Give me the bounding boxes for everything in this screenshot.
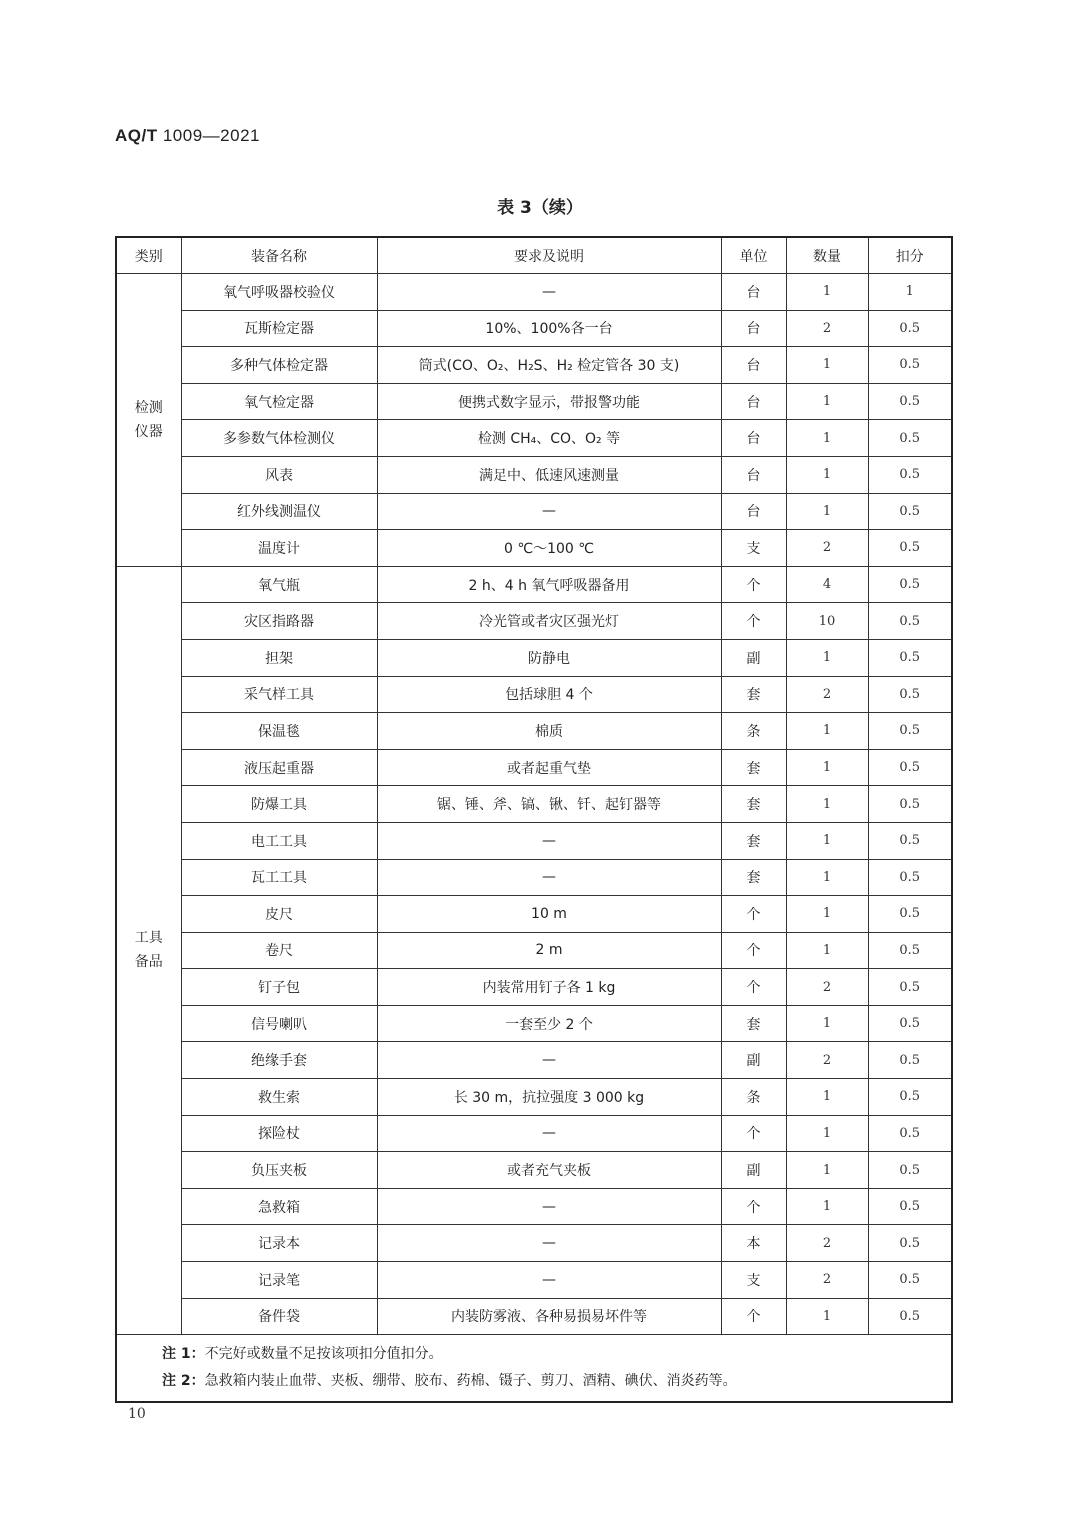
quantity-cell: 1 <box>786 713 868 750</box>
table-row <box>116 639 952 676</box>
deduction-cell: 0.5 <box>868 530 952 567</box>
quantity-cell: 1 <box>786 420 868 457</box>
quantity-cell: 2 <box>786 310 868 347</box>
unit-cell: 台 <box>721 383 786 420</box>
deduction-cell: 0.5 <box>868 749 952 786</box>
equipment-name-cell: 氧气呼吸器校验仪 <box>181 274 377 311</box>
equipment-name-cell: 红外线测温仪 <box>181 493 377 530</box>
quantity-cell: 1 <box>786 1115 868 1152</box>
category-cell <box>116 274 181 567</box>
deduction-cell: 0.5 <box>868 310 952 347</box>
requirement-cell: 长 30 m，抗拉强度 3 000 kg <box>377 1079 721 1116</box>
unit-cell: 支 <box>721 1262 786 1299</box>
category-label-line: 检测 <box>134 399 163 416</box>
equipment-name-cell: 电工工具 <box>181 822 377 859</box>
quantity-cell: 1 <box>786 383 868 420</box>
unit-cell: 个 <box>721 1298 786 1335</box>
table-notes <box>116 1335 952 1403</box>
table-row <box>116 274 952 311</box>
table-row <box>116 1005 952 1042</box>
unit-cell: 台 <box>721 310 786 347</box>
equipment-name-cell: 风表 <box>181 456 377 493</box>
table-row <box>116 676 952 713</box>
table-title: 表 3（续） <box>497 198 583 218</box>
equipment-name-cell: 救生索 <box>181 1079 377 1116</box>
unit-cell: 副 <box>721 1042 786 1079</box>
requirement-cell: 包括球胆 4 个 <box>377 676 721 713</box>
quantity-cell: 2 <box>786 676 868 713</box>
deduction-cell: 0.5 <box>868 713 952 750</box>
deduction-cell: 0.5 <box>868 1079 952 1116</box>
quantity-cell: 1 <box>786 822 868 859</box>
deduction-cell: 0.5 <box>868 676 952 713</box>
requirement-cell: — <box>377 1225 721 1262</box>
requirement-cell: 便携式数字显示，带报警功能 <box>377 383 721 420</box>
deduction-cell: 0.5 <box>868 822 952 859</box>
quantity-cell: 2 <box>786 1042 868 1079</box>
quantity-cell: 1 <box>786 896 868 933</box>
requirement-cell: 2 h、4 h 氧气呼吸器备用 <box>377 566 721 603</box>
deduction-cell: 0.5 <box>868 1042 952 1079</box>
quantity-cell: 1 <box>786 1152 868 1189</box>
unit-cell: 个 <box>721 566 786 603</box>
requirement-cell: 一套至少 2 个 <box>377 1005 721 1042</box>
equipment-name-cell: 担架 <box>181 639 377 676</box>
category-label-line: 仪器 <box>134 423 163 440</box>
table-row <box>116 493 952 530</box>
header-category: 类别 <box>116 237 181 274</box>
unit-cell: 个 <box>721 969 786 1006</box>
unit-cell: 个 <box>721 1188 786 1225</box>
deduction-cell: 0.5 <box>868 420 952 457</box>
header-deduction: 扣分 <box>868 237 952 274</box>
equipment-name-cell: 采气样工具 <box>181 676 377 713</box>
table-row <box>116 1152 952 1189</box>
table-row <box>116 383 952 420</box>
header-unit: 单位 <box>721 237 786 274</box>
table-row <box>116 932 952 969</box>
deduction-cell: 0.5 <box>868 786 952 823</box>
equipment-name-cell: 信号喇叭 <box>181 1005 377 1042</box>
quantity-cell: 1 <box>786 456 868 493</box>
quantity-cell: 1 <box>786 859 868 896</box>
requirement-cell: 2 m <box>377 932 721 969</box>
requirement-cell: 0 ℃～100 ℃ <box>377 530 721 567</box>
header-equipment-name: 装备名称 <box>181 237 377 274</box>
table-row <box>116 713 952 750</box>
note-text: 急救箱内装止血带、夹板、绷带、胶布、药棉、镊子、剪刀、酒精、碘伏、消炎药等。 <box>204 1373 737 1390</box>
page-number: 10 <box>128 1406 146 1422</box>
quantity-cell: 1 <box>786 932 868 969</box>
header-quantity: 数量 <box>786 237 868 274</box>
table-row <box>116 456 952 493</box>
quantity-cell: 1 <box>786 1188 868 1225</box>
deduction-cell: 1 <box>868 274 952 311</box>
requirement-cell: — <box>377 1188 721 1225</box>
quantity-cell: 2 <box>786 530 868 567</box>
category-label-line: 备品 <box>134 954 163 971</box>
table-row <box>116 822 952 859</box>
table-row <box>116 1262 952 1299</box>
equipment-table <box>115 236 953 1403</box>
equipment-name-cell: 探险杖 <box>181 1115 377 1152</box>
requirement-cell: 防静电 <box>377 639 721 676</box>
unit-cell: 副 <box>721 1152 786 1189</box>
quantity-cell: 1 <box>786 1079 868 1116</box>
table-row <box>116 420 952 457</box>
unit-cell: 台 <box>721 456 786 493</box>
quantity-cell: 2 <box>786 1225 868 1262</box>
requirement-cell: 检测 CH₄、CO、O₂ 等 <box>377 420 721 457</box>
deduction-cell: 0.5 <box>868 603 952 640</box>
deduction-cell: 0.5 <box>868 1005 952 1042</box>
deduction-cell: 0.5 <box>868 456 952 493</box>
note-label: 注 1： <box>162 1346 205 1363</box>
unit-cell: 套 <box>721 786 786 823</box>
equipment-name-cell: 多参数气体检测仪 <box>181 420 377 457</box>
requirement-cell: — <box>377 822 721 859</box>
quantity-cell: 1 <box>786 786 868 823</box>
equipment-name-cell: 多种气体检定器 <box>181 347 377 384</box>
requirement-cell: 或者起重气垫 <box>377 749 721 786</box>
equipment-name-cell: 负压夹板 <box>181 1152 377 1189</box>
requirement-cell: 筒式(CO、O₂、H₂S、H₂ 检定管各 30 支) <box>377 347 721 384</box>
deduction-cell: 0.5 <box>868 1225 952 1262</box>
quantity-cell: 1 <box>786 493 868 530</box>
quantity-cell: 2 <box>786 1262 868 1299</box>
equipment-name-cell: 保温毯 <box>181 713 377 750</box>
requirement-cell: 10 m <box>377 896 721 933</box>
deduction-cell: 0.5 <box>868 1188 952 1225</box>
unit-cell: 台 <box>721 274 786 311</box>
deduction-cell: 0.5 <box>868 932 952 969</box>
requirement-cell: 锯、锤、斧、镐、锹、钎、起钉器等 <box>377 786 721 823</box>
header-requirements: 要求及说明 <box>377 237 721 274</box>
equipment-name-cell: 氧气瓶 <box>181 566 377 603</box>
standard-prefix: AQ/T <box>115 126 158 145</box>
unit-cell: 个 <box>721 1115 786 1152</box>
quantity-cell: 1 <box>786 639 868 676</box>
table-row <box>116 603 952 640</box>
unit-cell: 套 <box>721 859 786 896</box>
deduction-cell: 0.5 <box>868 639 952 676</box>
table-row <box>116 749 952 786</box>
requirement-cell: 内装防雾液、各种易损易坏件等 <box>377 1298 721 1335</box>
unit-cell: 条 <box>721 1079 786 1116</box>
table-row <box>116 530 952 567</box>
deduction-cell: 0.5 <box>868 1262 952 1299</box>
equipment-name-cell: 瓦工工具 <box>181 859 377 896</box>
requirement-cell: 或者充气夹板 <box>377 1152 721 1189</box>
unit-cell: 套 <box>721 1005 786 1042</box>
quantity-cell: 1 <box>786 749 868 786</box>
deduction-cell: 0.5 <box>868 1298 952 1335</box>
deduction-cell: 0.5 <box>868 383 952 420</box>
equipment-name-cell: 钉子包 <box>181 969 377 1006</box>
deduction-cell: 0.5 <box>868 1152 952 1189</box>
requirement-cell: 满足中、低速风速测量 <box>377 456 721 493</box>
requirement-cell: 棉质 <box>377 713 721 750</box>
table-row <box>116 859 952 896</box>
unit-cell: 个 <box>721 896 786 933</box>
deduction-cell: 0.5 <box>868 493 952 530</box>
equipment-name-cell: 皮尺 <box>181 896 377 933</box>
table-row <box>116 896 952 933</box>
equipment-name-cell: 温度计 <box>181 530 377 567</box>
quantity-cell: 1 <box>786 1005 868 1042</box>
unit-cell: 支 <box>721 530 786 567</box>
quantity-cell: 2 <box>786 969 868 1006</box>
notes-row <box>116 1335 952 1403</box>
document-code <box>115 126 260 146</box>
table-row <box>116 1079 952 1116</box>
table-row <box>116 1298 952 1335</box>
unit-cell: 套 <box>721 822 786 859</box>
unit-cell: 本 <box>721 1225 786 1262</box>
equipment-name-cell: 灾区指路器 <box>181 603 377 640</box>
equipment-name-cell: 急救箱 <box>181 1188 377 1225</box>
requirement-cell: 冷光管或者灾区强光灯 <box>377 603 721 640</box>
equipment-name-cell: 绝缘手套 <box>181 1042 377 1079</box>
requirement-cell: — <box>377 1115 721 1152</box>
category-label-line: 工具 <box>134 930 163 947</box>
table-row <box>116 1042 952 1079</box>
table-row <box>116 1225 952 1262</box>
table-row <box>116 1115 952 1152</box>
table-row <box>116 310 952 347</box>
table-row <box>116 347 952 384</box>
requirement-cell: — <box>377 493 721 530</box>
deduction-cell: 0.5 <box>868 859 952 896</box>
table-row <box>116 969 952 1006</box>
equipment-name-cell: 备件袋 <box>181 1298 377 1335</box>
table-row <box>116 566 952 603</box>
quantity-cell: 1 <box>786 274 868 311</box>
requirement-cell: 10%、100%各一台 <box>377 310 721 347</box>
deduction-cell: 0.5 <box>868 969 952 1006</box>
equipment-name-cell: 记录笔 <box>181 1262 377 1299</box>
deduction-cell: 0.5 <box>868 347 952 384</box>
note-1 <box>162 1341 951 1368</box>
requirement-cell: — <box>377 1042 721 1079</box>
equipment-name-cell: 卷尺 <box>181 932 377 969</box>
table-header-row <box>116 237 952 274</box>
requirement-cell: — <box>377 1262 721 1299</box>
quantity-cell: 4 <box>786 566 868 603</box>
unit-cell: 台 <box>721 347 786 384</box>
note-label: 注 2： <box>162 1373 205 1390</box>
table-body <box>116 274 952 1335</box>
unit-cell: 台 <box>721 493 786 530</box>
requirement-cell: — <box>377 274 721 311</box>
equipment-name-cell: 记录本 <box>181 1225 377 1262</box>
table-row <box>116 786 952 823</box>
equipment-name-cell: 瓦斯检定器 <box>181 310 377 347</box>
equipment-name-cell: 防爆工具 <box>181 786 377 823</box>
unit-cell: 台 <box>721 420 786 457</box>
unit-cell: 副 <box>721 639 786 676</box>
deduction-cell: 0.5 <box>868 566 952 603</box>
unit-cell: 个 <box>721 603 786 640</box>
unit-cell: 条 <box>721 713 786 750</box>
category-cell <box>116 566 181 1334</box>
unit-cell: 套 <box>721 749 786 786</box>
table-row <box>116 1188 952 1225</box>
quantity-cell: 1 <box>786 347 868 384</box>
deduction-cell: 0.5 <box>868 1115 952 1152</box>
quantity-cell: 10 <box>786 603 868 640</box>
note-text: 不完好或数量不足按该项扣分值扣分。 <box>204 1346 443 1363</box>
standard-number: 1009—2021 <box>162 126 260 145</box>
requirement-cell: 内装常用钉子各 1 kg <box>377 969 721 1006</box>
unit-cell: 个 <box>721 932 786 969</box>
deduction-cell: 0.5 <box>868 896 952 933</box>
quantity-cell: 1 <box>786 1298 868 1335</box>
equipment-name-cell: 氧气检定器 <box>181 383 377 420</box>
requirement-cell: — <box>377 859 721 896</box>
unit-cell: 套 <box>721 676 786 713</box>
equipment-name-cell: 液压起重器 <box>181 749 377 786</box>
note-2 <box>162 1368 951 1395</box>
